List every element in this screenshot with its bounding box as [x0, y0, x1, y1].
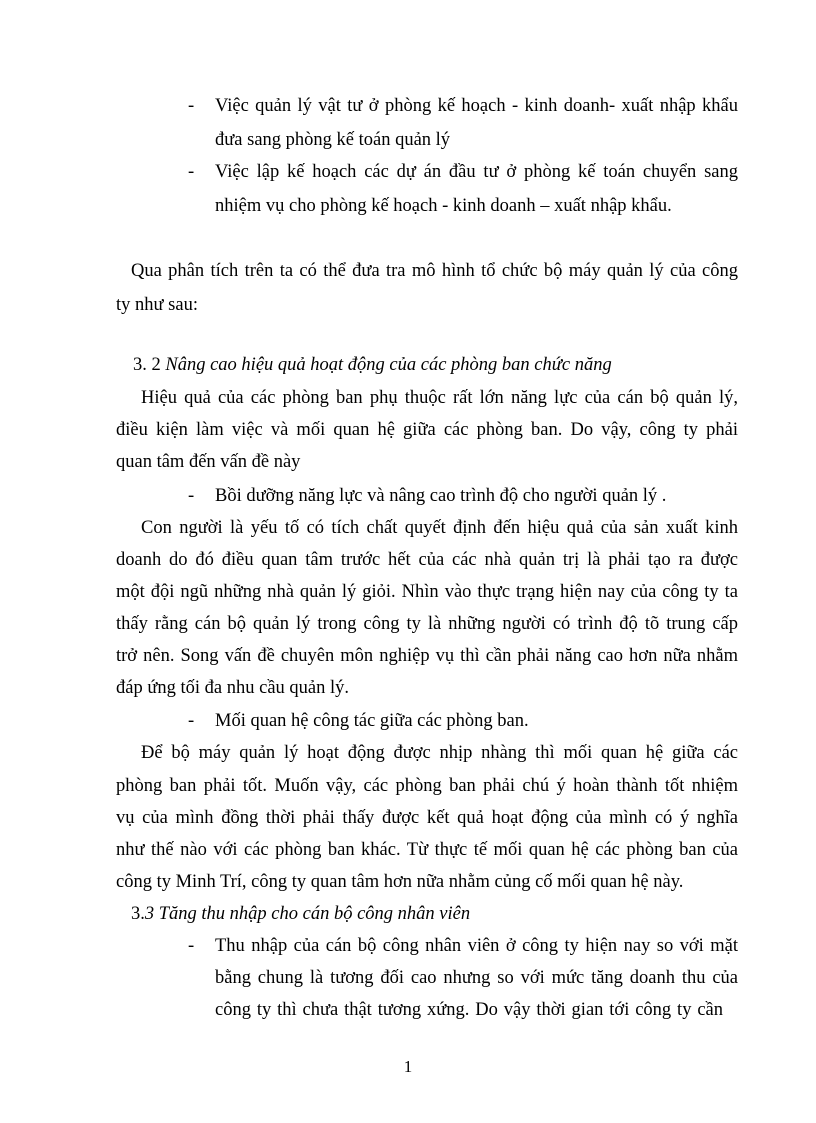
bullet-moi-quan-he: Mối quan hệ công tác giữa các phòng ban. [215, 711, 529, 731]
bullet-1-line-1: Việc quản lý vật tư ở phòng kế hoạch - kinh doanh- xuất nhập khẩu [215, 96, 738, 116]
para-2-line-3: một đội ngũ những nhà quản lý giỏi. Nhìn vào thực trạng hiện nay của công ty ta [116, 582, 738, 602]
bullet-boi-duong: Bồi dưỡng năng lực và nâng cao trình độ cho người quản lý . [215, 486, 667, 506]
para-2-line-5: trở nên. Song vấn đề chuyên môn nghiệp vụ thì cần phải năng cao hơn nữa nhằm [116, 646, 738, 666]
para-3-line-2: phòng ban phải tốt. Muốn vậy, các phòng ban phải chú ý hoàn thành tốt nhiệm [116, 776, 738, 796]
bullet-dash: - [188, 486, 195, 506]
section-3-3-heading [131, 905, 470, 924]
section-3-2-heading [133, 356, 612, 375]
bullet-2-line-2: nhiệm vụ cho phòng kế hoạch - kinh doanh – xuất nhập khẩu. [215, 196, 672, 216]
para-2-line-2: doanh do đó điều quan tâm trước hết của các nhà quản trị là phải tạo ra được [116, 550, 738, 570]
section-3-3-title: Tăng thu nhập cho cán bộ công nhân viên [158, 904, 471, 924]
intro-line-1: Qua phân tích trên ta có thể đưa tra mô hình tổ chức bộ máy quản lý của công [131, 261, 738, 281]
para-2-line-6: đáp ứng tối đa nhu cầu quản lý. [116, 678, 350, 698]
para-2-line-1: Con người là yếu tố có tích chất quyết định đến hiệu quả của sản xuất kinh [141, 518, 738, 538]
page-number: 1 [403, 1057, 413, 1076]
para-1-line-2: điều kiện làm việc và mối quan hệ giữa các phòng ban. Do vậy, công ty phải [116, 420, 738, 440]
section-3-3-number-italic: 3 [144, 904, 155, 924]
section-3-2-title: Nâng cao hiệu quả hoạt động của các phòng ban chức năng [165, 355, 612, 375]
para-1-line-3: quan tâm đến vấn đề này [116, 452, 301, 472]
section-3-2-number: 3. 2 [133, 355, 161, 375]
para-2-line-4: thấy rằng cán bộ quản lý trong công ty là những người có trình độ tõ trung cấp [116, 614, 738, 634]
para-3-line-5: công ty Minh Trí, công ty quan tâm hơn nữa nhằm củng cố mối quan hệ này. [116, 872, 684, 892]
para-3-line-4: như thế nào với các phòng ban khác. Từ thực tế mối quan hệ các phòng ban của [116, 840, 738, 860]
bullet-thu-nhap-line-2: bằng chung là tương đối cao nhưng so với mức tăng doanh thu của [215, 968, 738, 988]
bullet-thu-nhap-line-3: công ty thì chưa thật tương xứng. Do vậy thời gian tới công ty cần [215, 1000, 723, 1020]
section-3-3-number: 3. [131, 904, 145, 924]
para-3-line-1: Để bộ máy quản lý hoạt động được nhịp nhàng thì mối quan hệ giữa các [141, 743, 738, 763]
bullet-dash: - [188, 162, 195, 182]
bullet-thu-nhap-line-1: Thu nhập của cán bộ công nhân viên ở công ty hiện nay so với mặt [215, 936, 738, 956]
bullet-dash: - [188, 96, 195, 116]
para-3-line-3: vụ của mình đồng thời phải thấy được kết quả hoạt động của mình có ý nghĩa [116, 808, 738, 828]
bullet-dash: - [188, 711, 195, 731]
bullet-1-line-2: đưa sang phòng kế toán quản lý [215, 130, 451, 150]
para-1-line-1: Hiệu quả của các phòng ban phụ thuộc rất lớn năng lực của cán bộ quản lý, [141, 388, 738, 408]
bullet-2-line-1: Việc lập kế hoạch các dự án đầu tư ở phòng kế toán chuyển sang [215, 162, 738, 182]
bullet-dash: - [188, 936, 195, 956]
intro-line-2: ty như sau: [116, 295, 198, 315]
